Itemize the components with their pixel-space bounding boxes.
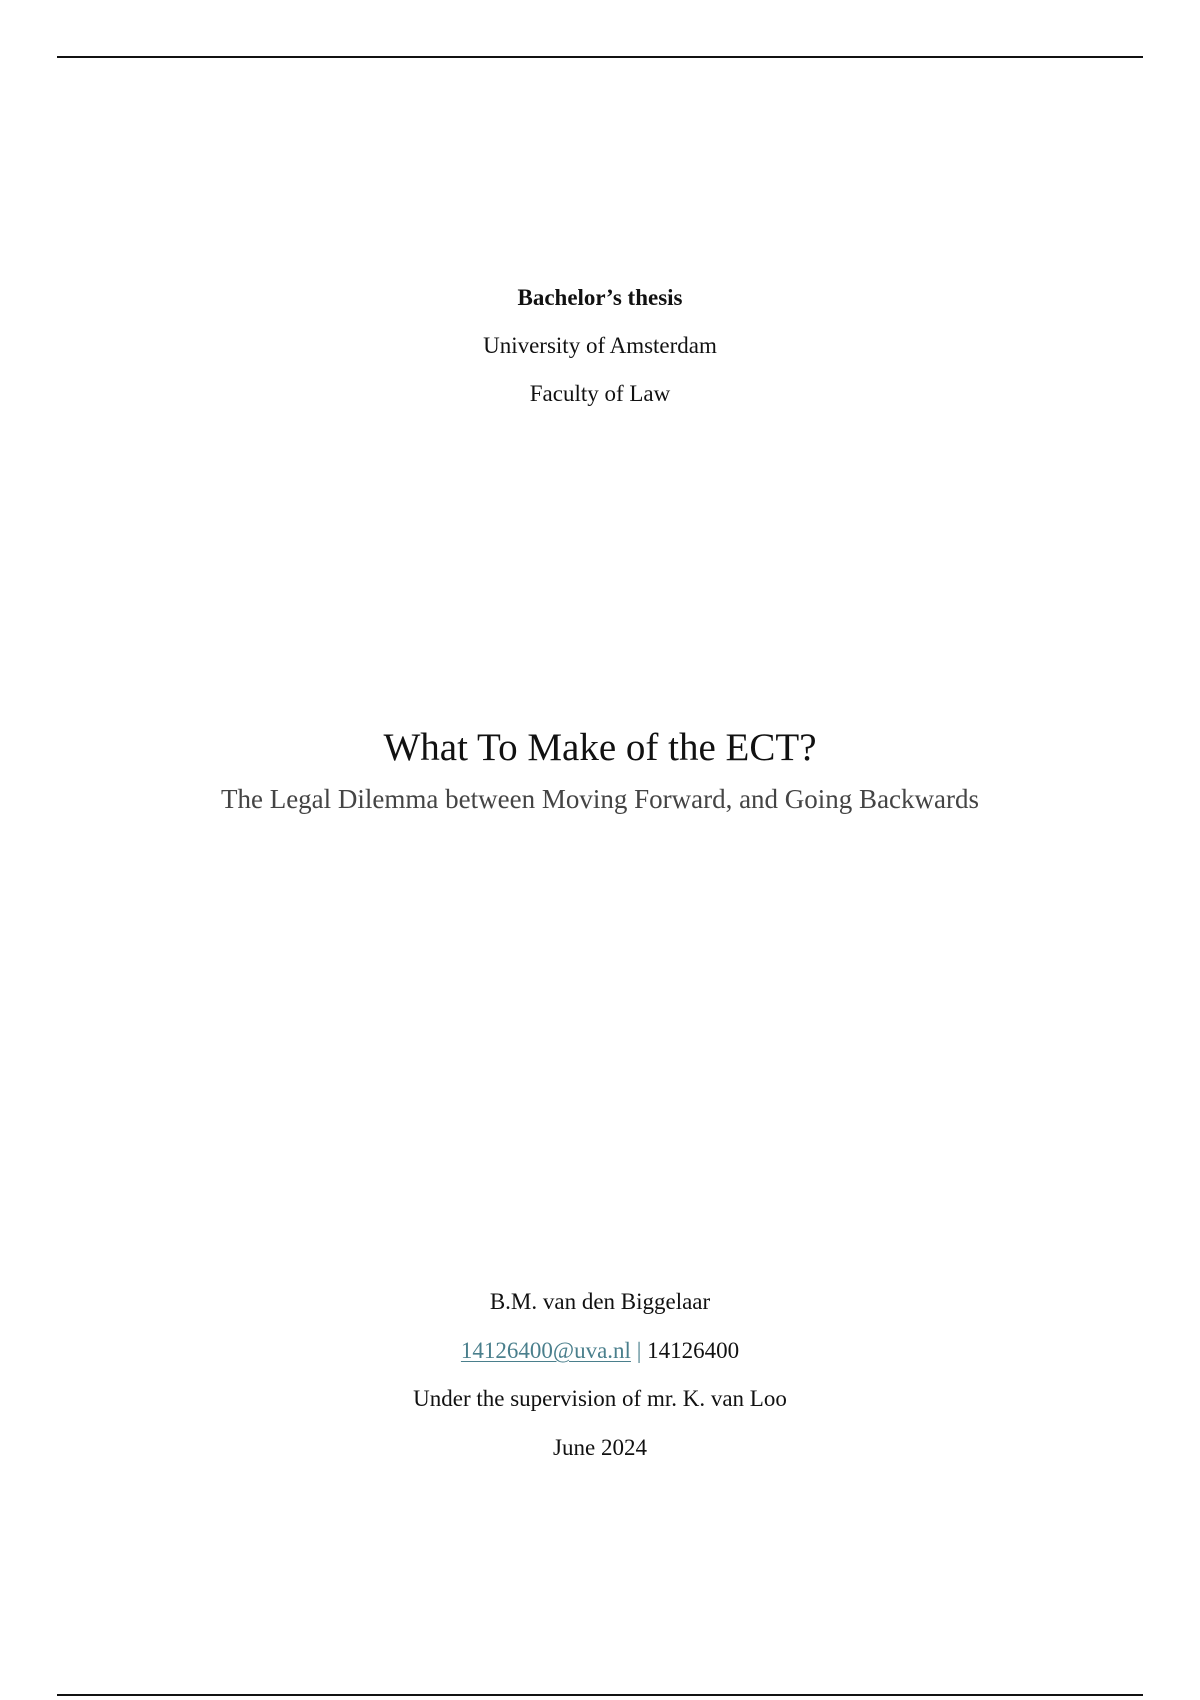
author-contact: [0, 1339, 1200, 1363]
university-name: University of Amsterdam: [483, 333, 717, 358]
faculty-name: Faculty of Law: [529, 381, 671, 406]
thesis-header: [0, 286, 1200, 430]
top-rule: [57, 56, 1143, 58]
author-name: B.M. van den Biggelaar: [489, 1289, 711, 1314]
student-number: 14126400: [647, 1337, 740, 1363]
contact-separator: |: [630, 1337, 648, 1363]
bottom-rule: [57, 1694, 1143, 1696]
document-title: What To Make of the ECT?: [383, 726, 817, 769]
thesis-date: June 2024: [553, 1434, 647, 1460]
document-subtitle: The Legal Dilemma between Moving Forward, and Going Backwards: [220, 784, 980, 814]
author-email-link[interactable]: 14126400@uva.nl: [460, 1337, 631, 1363]
title-section: [0, 726, 1200, 814]
supervision-line: Under the supervision of mr. K. van Loo: [413, 1386, 787, 1411]
thesis-type: Bachelor’s thesis: [517, 285, 683, 310]
author-section: [0, 1290, 1200, 1484]
